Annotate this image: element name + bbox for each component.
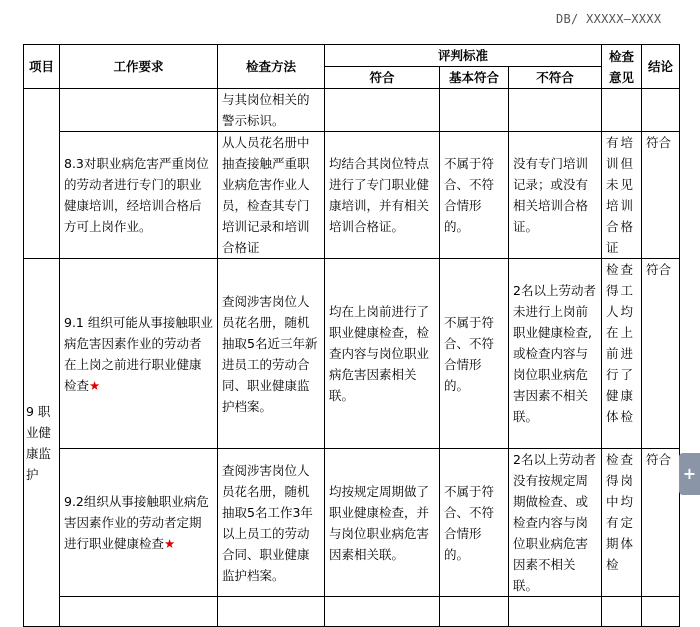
item-label: 9 职业健康监护 [26, 403, 52, 482]
noncomply-cell: 2名以上劳动者未进行上岗前职业健康检查,或检查内容与岗位职业病危害因素不相关联。 [509, 259, 602, 449]
comply-cell [325, 89, 440, 132]
basic-cell: 不属于符合、不符合情形的。 [440, 449, 509, 597]
method-cell: 查阅涉害岗位人员花名册，随机抽取5名工作3年以上员工的劳动合同、职业健康监护档案。 [218, 449, 325, 597]
item-cell [24, 259, 60, 627]
method-cell: 查阅涉害岗位人员花名册，随机抽取5名近三年新进员工的劳动合同、职业健康监护档案。 [218, 259, 325, 449]
basic-cell: 不属于符合、不符合情形的。 [440, 259, 509, 449]
key-item-star-icon: ★ [164, 536, 176, 551]
opinion-cell [602, 89, 642, 132]
table-row [24, 597, 680, 627]
noncomply-cell: 没有专门培训记录；或没有相关培训合格证。 [509, 132, 602, 259]
basic-cell [440, 597, 509, 627]
header-noncomply: 不符合 [509, 67, 602, 89]
requirement-text: 9.1 组织可能从事接触职业病危害因素作业的劳动者在上岗之前进行职业健康检查 [64, 314, 213, 393]
comply-cell: 均结合其岗位特点进行了专门职业健康培训，并有相关培训合格证。 [325, 132, 440, 259]
basic-cell [440, 89, 509, 132]
method-cell [218, 597, 325, 627]
inspection-table [23, 44, 680, 627]
requirement-cell [60, 89, 218, 132]
document-code: DB/ XXXXX—XXXX [556, 12, 662, 26]
header-row-1 [24, 45, 680, 67]
opinion-cell [602, 597, 642, 627]
opinion-cell: 检查得岗中均有定期体检 [602, 449, 642, 597]
comply-cell [325, 597, 440, 627]
opinion-cell: 有培训但未见培训合格证 [602, 132, 642, 259]
header-method: 检查方法 [218, 45, 325, 89]
header-requirement: 工作要求 [60, 45, 218, 89]
method-cell: 与其岗位相关的警示标识。 [218, 89, 325, 132]
noncomply-cell [509, 597, 602, 627]
table-row [24, 89, 680, 132]
header-conclusion: 结论 [642, 45, 680, 89]
noncomply-cell [509, 89, 602, 132]
requirement-cell [60, 449, 218, 597]
header-basic: 基本符合 [440, 67, 509, 89]
table-row [24, 449, 680, 597]
requirement-text: 9.2组织从事接触职业病危害因素作业的劳动者定期进行职业健康检查 [64, 494, 209, 551]
comply-cell: 均在上岗前进行了职业健康检查，检查内容与岗位职业病危害因素相关联。 [325, 259, 440, 449]
conclusion-cell: 符合 [642, 132, 680, 259]
requirement-cell [60, 597, 218, 627]
header-item: 项目 [24, 45, 60, 89]
conclusion-cell [642, 89, 680, 132]
item-cell [24, 89, 60, 259]
noncomply-cell: 2名以上劳动者没有按规定周期做检查、或检查内容与岗位职业病危害因素不相关联。 [509, 449, 602, 597]
requirement-cell [60, 259, 218, 449]
header-opinion: 检查意见 [602, 45, 642, 89]
opinion-cell: 检查得工人均在上前进行了健康体检 [602, 259, 642, 449]
table-row [24, 132, 680, 259]
header-comply: 符合 [325, 67, 440, 89]
comply-cell: 均按规定周期做了职业健康检查，并与岗位职业病危害因素相关联。 [325, 449, 440, 597]
header-criteria: 评判标准 [325, 45, 602, 67]
conclusion-cell: 符合 [642, 449, 680, 597]
method-cell: 从人员花名册中抽查接触严重职业病危害作业人员，检查其专门培训记录和培训合格证 [218, 132, 325, 259]
basic-cell: 不属于符合、不符合情形的。 [440, 132, 509, 259]
conclusion-cell: 符合 [642, 259, 680, 449]
key-item-star-icon: ★ [89, 377, 101, 393]
expand-side-button[interactable]: + [679, 453, 700, 495]
requirement-cell: 8.3对职业病危害严重岗位的劳动者进行专门的职业健康培训，经培训合格后方可上岗作业。 [60, 132, 218, 259]
table-row [24, 259, 680, 449]
conclusion-cell [642, 597, 680, 627]
